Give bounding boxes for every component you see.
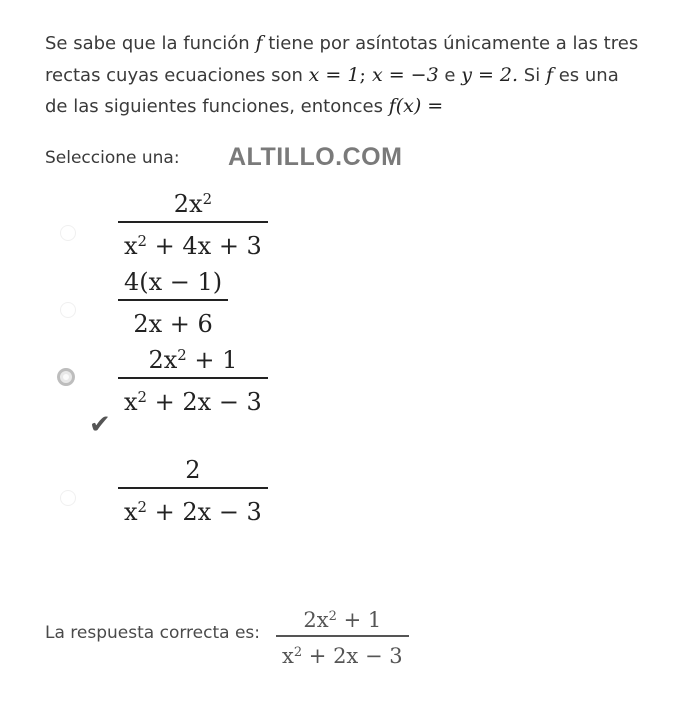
radio-selected-icon[interactable] xyxy=(57,368,75,386)
math-fx: f(x) = xyxy=(388,95,444,117)
question-part: tiene por asíntotas únicamente a las tres rectas cuyas ecuaciones son xyxy=(45,33,639,86)
watermark: ALTILLO.COM xyxy=(228,143,403,171)
answer-denominator: $x^2 + 2x - 3$ xyxy=(282,643,403,668)
option-3-denominator: $x^2 + 2x - 3$ xyxy=(124,388,262,417)
math-f: f xyxy=(255,32,263,54)
radio-icon[interactable] xyxy=(60,225,76,241)
question-part: Si xyxy=(518,64,546,86)
math-asymptote-3: y = 2. xyxy=(461,63,519,86)
answer-numerator: $2x^2 + 1$ xyxy=(303,608,382,633)
question-part: e xyxy=(438,64,462,86)
question-part: es una de las siguientes funciones, entonces xyxy=(45,64,619,117)
math-f: f xyxy=(545,63,553,86)
option-4-numerator: 2 xyxy=(185,456,201,485)
math-asymptote-1: x = 1 xyxy=(308,63,360,86)
option-2-fraction[interactable] xyxy=(118,262,228,339)
option-1-fraction[interactable] xyxy=(118,184,268,261)
option-1-numerator: $2x^2$ xyxy=(173,190,213,219)
correct-answer-fraction xyxy=(276,604,409,669)
option-3-fraction[interactable] xyxy=(118,340,268,417)
option-2-numerator: 4(x − 1) xyxy=(124,268,223,297)
correct-answer-label: La respuesta correcta es: xyxy=(45,623,260,643)
option-1-denominator: $x^2 + 4x + 3$ xyxy=(124,232,262,261)
radio-icon[interactable] xyxy=(60,490,76,506)
math-separator: ; xyxy=(359,63,372,86)
select-label: Seleccione una: xyxy=(45,148,180,168)
checkmark-icon: ✔ xyxy=(89,410,111,440)
option-3-numerator: $2x^2 + 1$ xyxy=(148,346,238,375)
math-asymptote-2: x = −3 xyxy=(371,63,439,86)
question-part: Se sabe que la función xyxy=(45,33,256,54)
option-2-denominator: 2x + 6 xyxy=(133,310,213,339)
question-text xyxy=(45,28,645,123)
option-4-denominator: $x^2 + 2x - 3$ xyxy=(124,498,262,527)
option-4-fraction[interactable] xyxy=(118,450,268,527)
radio-icon[interactable] xyxy=(60,302,76,318)
